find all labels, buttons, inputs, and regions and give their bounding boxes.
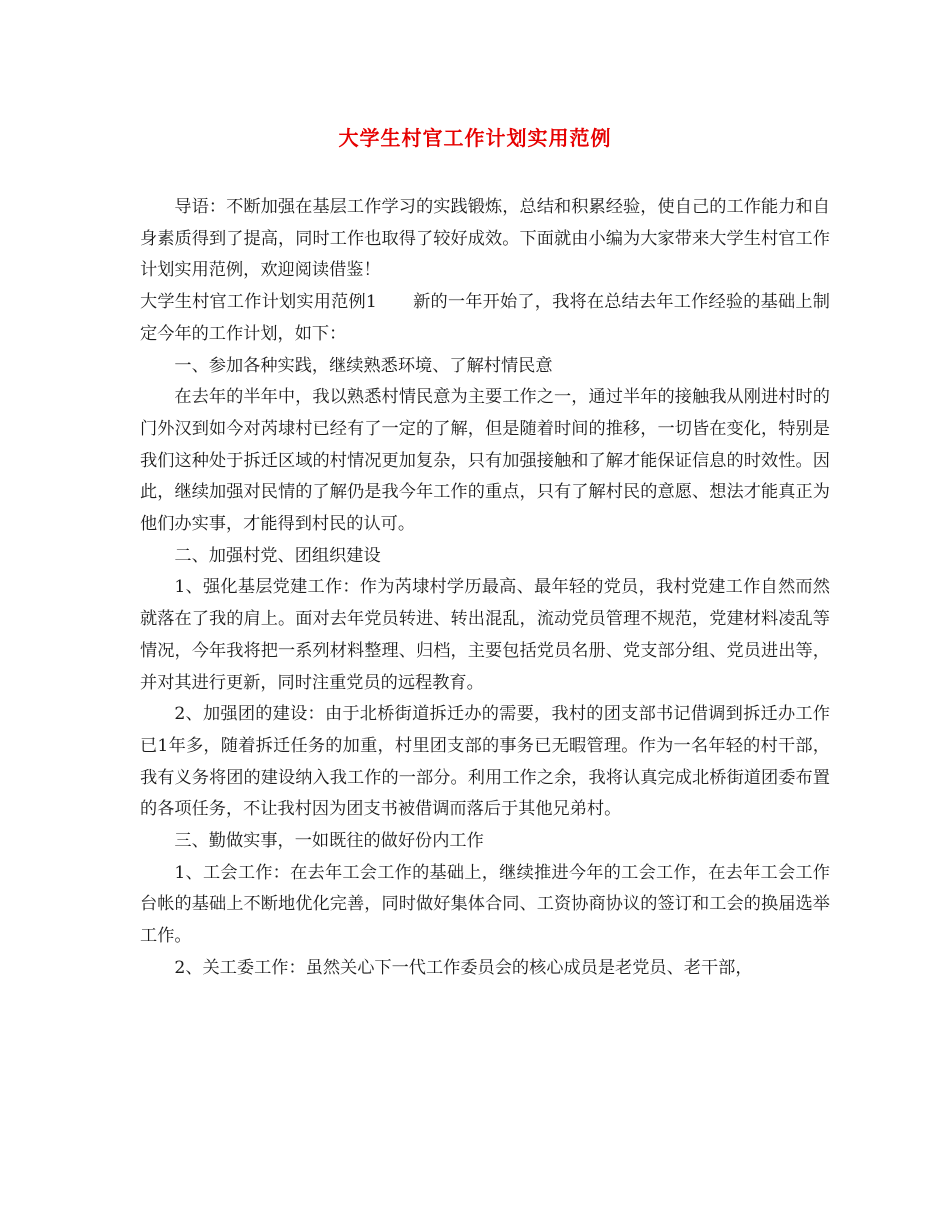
paragraph-example-heading: [140, 287, 830, 350]
paragraph-section-2-item-2: 2、加强团的建设：由于北桥街道拆迁办的需要，我村的团支部书记借调到拆迁办工作已1年多，随着拆迁任务的加重，村里团支部的事务已无暇管理。作为一名年轻的村干部，我有义务将团的建设纳入我工作的一部分。利用工作之余，我将认真完成北桥街道团委布置的各项任务，不让我村因为团支书被借调而落后于其他兄弟村。: [140, 704, 830, 820]
document-title: 大学生村官工作计划实用范例: [338, 126, 612, 150]
section-heading-3: 三、勤做实事，一如既往的做好份内工作: [174, 831, 484, 852]
section-heading-2: 二、加强村党、团组织建设: [174, 545, 381, 566]
document-body: [140, 192, 830, 985]
paragraph-section-3-item-1: 1、工会工作：在去年工会工作的基础上，继续推进今年的工会工作，在去年工会工作台帐的基础上不断地优化完善，同时做好集体合同、工资协商协议的签订和工会的换届选举工作。: [140, 862, 830, 947]
section-heading-1: 一、参加各种实践，继续熟悉环境、了解村情民意: [174, 355, 553, 376]
example-label: 大学生村官工作计划实用范例1: [140, 292, 377, 313]
paragraph-intro: 导语：不断加强在基层工作学习的实践锻炼，总结和积累经验，使自己的工作能力和自身素质得到了提高，同时工作也取得了较好成效。下面就由小编为大家带来大学生村官工作计划实用范例，欢迎阅读借鉴！: [140, 197, 830, 281]
paragraph-section-3-item-2: 2、关工委工作：虽然关心下一代工作委员会的核心成员是老党员、老干部，: [174, 957, 753, 978]
paragraph-section-1-body: 在去年的半年中，我以熟悉村情民意为主要工作之一，通过半年的接触我从刚进村时的门外汉到如今对芮埭村已经有了一定的了解，但是随着时间的推移，一切皆在变化，特别是我们这种处于拆迁区域的村情况更加复杂，只有加强接触和了解才能保证信息的时效性。因此，继续加强对民情的了解仍是我今年工作的重点，只有了解村民的意愿、想法才能真正为他们办实事，才能得到村民的认可。: [140, 387, 830, 535]
example-intro-text: 新的一年开始了，我将在总结去年工作经验的基础上制定今年的工作计划，如下：: [140, 292, 830, 344]
paragraph-section-2-item-1: 1、强化基层党建工作：作为芮埭村学历最高、最年轻的党员，我村党建工作自然而然就落在了我的肩上。面对去年党员转进、转出混乱，流动党员管理不规范，党建材料凌乱等情况，今年我将把一系列材料整理、归档，主要包括党员名册、党支部分组、党员进出等，并对其进行更新，同时注重党员的远程教育。: [140, 577, 830, 693]
